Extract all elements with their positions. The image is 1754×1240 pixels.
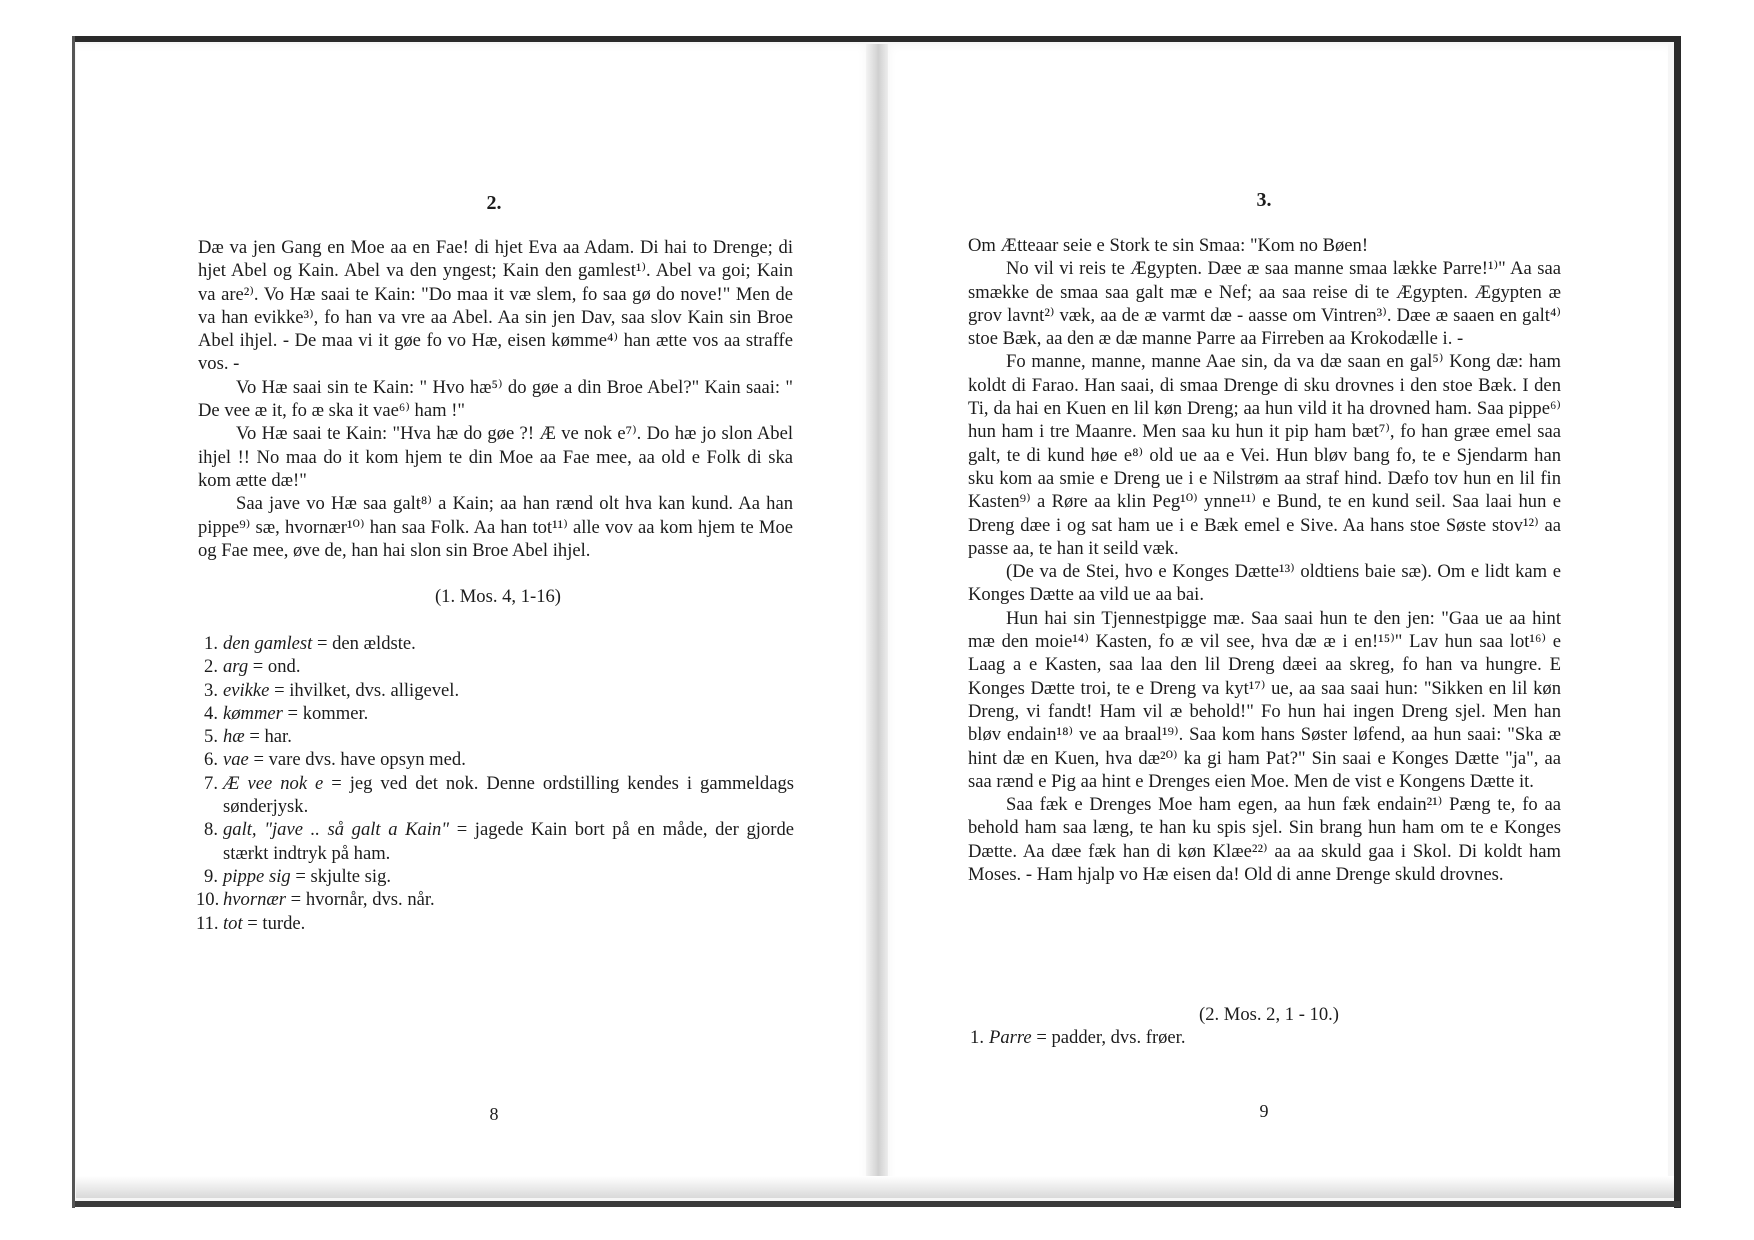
footnote-item: 7. Æ vee nok e = jeg ved det nok. Denne ordstilling kendes i gammeldags sønderjysk. bbox=[204, 772, 794, 818]
paragraph: (De va de Stei, hvo e Konges Dætte¹³⁾ oldtiens baie sæ). Om e lidt kam e Konges Dætte aa vild ue aa bai. bbox=[968, 561, 1561, 606]
bible-reference-right: (2. Mos. 2, 1 - 10.) bbox=[1199, 1004, 1339, 1025]
book-gutter bbox=[866, 44, 888, 1194]
scan-edge-right bbox=[1674, 36, 1681, 1208]
scan-edge-bottom bbox=[72, 1201, 1680, 1207]
footnotes-left bbox=[196, 632, 794, 935]
footnote-item: 4. kømmer = kommer. bbox=[204, 702, 369, 724]
footnote-item: 8. galt, "jave .. så galt a Kain" = jagede Kain bort på en måde, der gjorde stærkt indtryk på ham. bbox=[204, 819, 794, 864]
paragraph: No vil vi reis te Ægypten. Dæe æ saa manne smaa lække Parre!¹⁾" Aa saa smække de smaa saa galt mæ e Nef; aa saa reise di te Ægypten. Ægypten æ grov lavnt²⁾ væk, aa de æ varmt dæ - aasse om Vintren³⁾. Dæe æ saaen en galt⁴⁾ stoe Bæk, aa den æ dæ manne Parre aa Firreben aa Krokodælle i. - bbox=[968, 258, 1561, 350]
footnotes-right bbox=[962, 1026, 1560, 1049]
paragraph: Fo manne, manne, manne Aae sin, da va dæ saan en gal⁵⁾ Kong dæ: ham koldt di Farao. Han saai, di smaa Drenge di sku drovnes i den stoe Bæk. I den Ti, da hai en Kuen en lil køn Dreng; aa hun vild it ha drovned ham. Saa pippe⁶⁾ hun ham i tre Maanre. Men saa ku hun it pip ham bæt⁷⁾, fo han græe emel saa galt, te di kund høe e⁸⁾ old ue aa e Vei. Hun bløv bang fo, te e Sjendarm han sku kom aa smie e Dreng ue i e Nilstrøm aa straf hind. Dæfo tov hun en lil fin Kasten⁹⁾ a Røre aa klin Peg¹⁰⁾ ynne¹¹⁾ e Bund, te en kund seil. Saa laai hun e Dreng dæe i og sat ham ue i e Bæk emel e Sive. Aa hans stoe Søste stov¹²⁾ aa passe aa, te han it seild væk. bbox=[968, 351, 1561, 559]
footnote-item: 1. Parre = padder, dvs. frøer. bbox=[970, 1027, 1186, 1048]
story-text-right bbox=[968, 234, 1561, 886]
footnote-item: 9. pippe sig = skjulte sig. bbox=[204, 865, 392, 887]
footnote-item: 10. hvornær = hvornår, dvs. når. bbox=[196, 889, 435, 911]
footnote-item: 3. evikke = ihvilket, dvs. alligevel. bbox=[204, 679, 460, 701]
page-number-right: 9 bbox=[1259, 1101, 1269, 1121]
paragraph: Hun hai sin Tjennestpigge mæ. Saa saai hun te den jen: "Gaa ue aa hint mæ den moie¹⁴⁾ Kasten, fo æ vil see, hva dæ æ i en!¹⁵⁾" Lav hun saa lot¹⁶⁾ e Laag a e Kasten, saa laa den lil Dreng dæei aa skreg, fo han va hungre. E Konges Dætte troi, te e Dreng va kyt¹⁷⁾ ue, aa saa saai hun: "Sikken en lil køn Dreng, vi fandt! Ham vil æ behold!" Fo hun hai ingen Dreng sjel. Men han bløv endain¹⁸⁾ ve aa braal¹⁹⁾. Saa kom hans Søster løfend, aa hun saai: "Ska æ hint dæ en Kuen, hva dæ²⁰⁾ ka gi ham Pat?" Sin saai e Konges Dætte "ja", aa saa rænd e Pig aa hint e Drenges eien Moe. Men de vist e Kongens Dætte it. bbox=[968, 607, 1561, 792]
paragraph: Saa fæk e Drenges Moe ham egen, aa hun fæk endain²¹⁾ Pæng te, fo aa behold ham saa læng, te han ku spis sjel. Sin brang hun ham om te e Konges Dætte. Aa dæe fæk han di køn Klæe²²⁾ aa aa skuld gaa i Skol. Di koldt ham Moses. - Ham hjalp vo Hæ eisen da! Old di anne Drenge skuld drovnes. bbox=[968, 794, 1561, 886]
chapter-number-right: 3. bbox=[1256, 189, 1272, 211]
paragraph: Vo Hæ saai te Kain: "Hva hæ do gøe ?! Æ ve nok e⁷⁾. Do hæ jo slon Abel ihjel !! No maa do it kom hjem te din Moe aa Fae mee, aa old e Folk di ska kom ætte dæ!" bbox=[198, 423, 793, 491]
footnote-item: 5. hæ = har. bbox=[204, 726, 292, 748]
paragraph: Vo Hæ saai sin te Kain: " Hvo hæ⁵⁾ do gøe a din Broe Abel?" Kain saai: " De vee æ it, fo æ ska it vae⁶⁾ ham !" bbox=[198, 376, 793, 422]
left-page bbox=[76, 44, 872, 1194]
footnote-item: 6. vae = vare dvs. have opsyn med. bbox=[204, 749, 466, 771]
paragraph: Dæ va jen Gang en Moe aa en Fae! di hjet Eva aa Adam. Di hai to Drenge; di hjet Abel og Kain. Abel va den yngest; Kain den gamlest¹⁾. Abel va goi; Kain va are²⁾. Vo Hæ saai te Kain: "Do maa it væ slem, fo saa gø do nove!" Men de va han evikke³⁾, fo han va vre aa Abel. Aa sin jen Dav, saa slov Kain sin Broe Abel ihjel. - De maa vi it gøe fo vo Hæ, eisen kømme⁴⁾ han ætte vos aa straffe vos. - bbox=[198, 237, 793, 375]
story-text-left bbox=[198, 236, 793, 562]
scan-edge-top bbox=[72, 36, 1680, 42]
paragraph: Om Ætteaar seie e Stork te sin Smaa: "Kom no Bøen! bbox=[968, 235, 1369, 256]
page-bottom-shadow bbox=[76, 1176, 1674, 1198]
scan-edge-left bbox=[72, 36, 75, 1208]
paragraph: Saa jave vo Hæ saa galt⁸⁾ a Kain; aa han rænd olt hva kan kund. Aa han pippe⁹⁾ sæ, hvornær¹⁰⁾ han saa Folk. Aa han tot¹¹⁾ alle vov aa kom hjem te Moe og Fae mee, øve de, han hai slon sin Broe Abel ihjel. bbox=[198, 493, 793, 561]
footnote-item: 1. den gamlest = den ældste. bbox=[204, 633, 416, 654]
page-number-left: 8 bbox=[489, 1104, 499, 1124]
bible-reference-left: (1. Mos. 4, 1-16) bbox=[434, 586, 562, 607]
footnote-item: 11. tot = turde. bbox=[196, 912, 306, 934]
chapter-number-left: 2. bbox=[486, 192, 502, 214]
footnote-item: 2. arg = ond. bbox=[204, 656, 301, 678]
